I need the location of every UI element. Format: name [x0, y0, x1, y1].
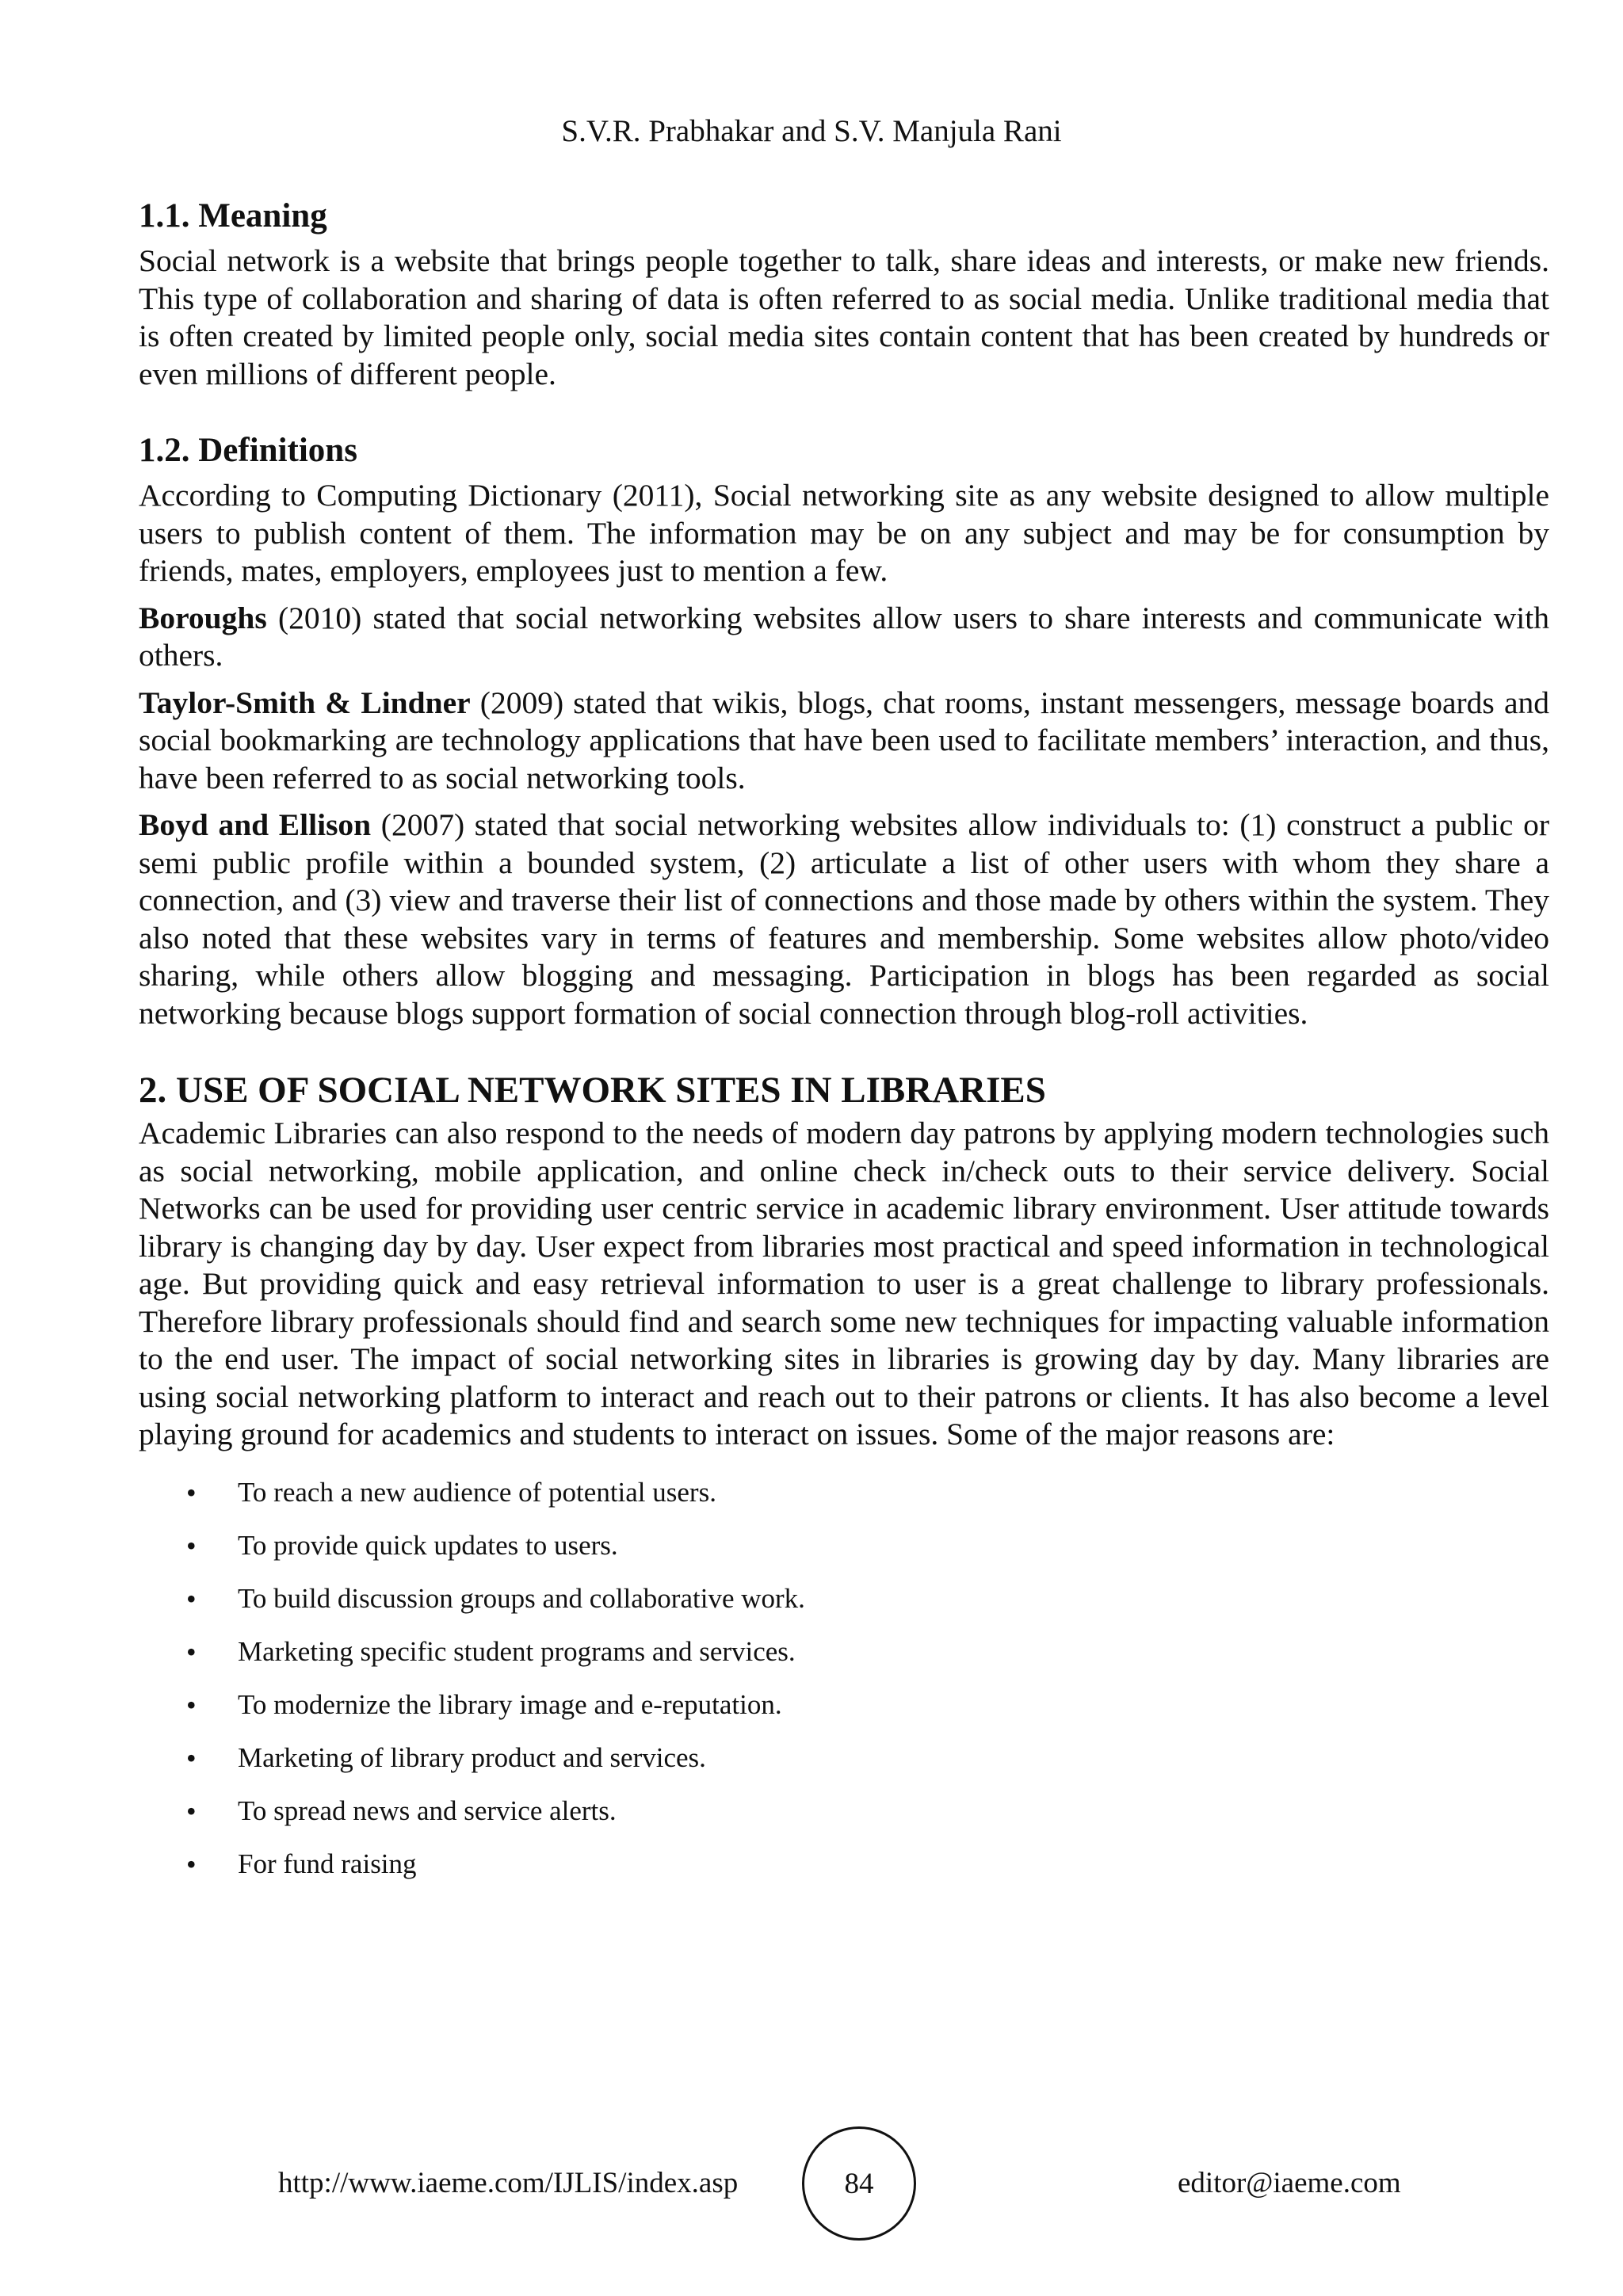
definitions-paragraph-2 [139, 600, 1549, 675]
definitions-paragraph-3-text: (2009) stated that wikis, blogs, chat rooms, instant messengers, message boards and social bookmarking are technology applications that have been used to facilitate members’ interaction, and thus, have been referred to as social networking tools. [139, 685, 1549, 795]
reasons-bullet-list [139, 1476, 1549, 1881]
list-item [139, 1582, 1549, 1615]
list-item [139, 1688, 1549, 1722]
bullet-icon: • [186, 1635, 197, 1668]
list-item-text: For fund raising [238, 1848, 417, 1879]
running-header-authors: S.V.R. Prabhakar and S.V. Manjula Rani [561, 114, 1062, 148]
bullet-icon: • [186, 1529, 197, 1562]
list-item [139, 1476, 1549, 1509]
list-item-text: To spread news and service alerts. [238, 1794, 617, 1826]
definitions-paragraph-3 [139, 685, 1549, 798]
bullet-icon: • [186, 1688, 197, 1721]
definitions-paragraph-4-text: (2007) stated that social networking websites allow individuals to: (1) construct a public or semi public profile within a bounded system, (2) articulate a list of other users with whom they share a connection, and (3) view and traverse their list of connections and those made by others within the system. They also noted that these websites vary in terms of features and membership. Some websites allow photo/video sharing, while others allow blogging and messaging. Participation in blogs has been regarded as social networking because blogs support formation of social connection through blog-roll activities. [139, 807, 1549, 1031]
cited-author-taylor-smith-lindner: Taylor-Smith & Lindner [139, 685, 471, 720]
list-item [139, 1794, 1549, 1828]
list-item [139, 1848, 1549, 1881]
bullet-icon: • [186, 1582, 197, 1615]
page-content [139, 195, 1549, 1901]
list-item-text: To build discussion groups and collaborative work. [238, 1582, 805, 1614]
cited-author-boroughs: Boroughs [139, 600, 267, 635]
libraries-paragraph: Academic Libraries can also respond to the needs of modern day patrons by applying modern technologies such as social networking, mobile application, and online check in/check outs to their service delivery. Social Networks can be used for providing user centric service in academic library environment. User attitude towards library is changing day by day. User expect from libraries most practical and speed information in technological age. But providing quick and easy retrieval information to user is a great challenge to library professionals. Therefore library professionals should find and search some new techniques for impacting valuable information to the end user. The impact of social networking sites in libraries is growing day by day. Many libraries are using social networking platform to interact and reach out to their patrons or clients. It has also become a level playing ground for academics and students to interact on issues. Some of the major reasons are: [139, 1116, 1549, 1451]
meaning-paragraph: Social network is a website that brings people together to talk, share ideas and interests, or make new friends. This type of collaboration and sharing of data is often referred to as social media. Unlike traditional media that is often created by limited people only, social media sites contain content that has been created by hundreds or even millions of different people. [139, 243, 1549, 391]
list-item-text: To modernize the library image and e-reputation. [238, 1688, 782, 1720]
list-item-text: Marketing of library product and services. [238, 1741, 706, 1773]
section-heading-libraries: 2. USE OF SOCIAL NETWORK SITES IN LIBRARIES [139, 1070, 1046, 1111]
list-item [139, 1635, 1549, 1669]
bullet-icon: • [186, 1476, 197, 1508]
list-item-text: To provide quick updates to users. [238, 1529, 618, 1561]
page-number-circle [802, 2126, 916, 2241]
definitions-paragraph-2-text: (2010) stated that social networking websites allow users to share interests and communicate with others. [139, 600, 1549, 673]
bullet-icon: • [186, 1848, 197, 1880]
list-item-text: Marketing specific student programs and services. [238, 1635, 796, 1667]
definitions-paragraph-4 [139, 807, 1549, 1032]
section-heading-definitions: 1.2. Definitions [139, 432, 357, 469]
list-item [139, 1529, 1549, 1562]
definitions-paragraph-1: According to Computing Dictionary (2011), Social networking site as any website designed to allow multiple users to publish content of them. The information may be on any subject and may be for consumption by friends, mates, employers, employees just to mention a few. [139, 478, 1549, 588]
section-heading-meaning: 1.1. Meaning [139, 197, 327, 235]
page-number: 84 [844, 2167, 874, 2200]
bullet-icon: • [186, 1794, 197, 1827]
list-item [139, 1741, 1549, 1775]
footer-journal-url[interactable]: http://www.iaeme.com/IJLIS/index.asp [278, 2167, 739, 2199]
list-item-text: To reach a new audience of potential users. [238, 1476, 716, 1508]
footer-email[interactable]: editor@iaeme.com [1178, 2167, 1401, 2199]
cited-author-boyd-ellison: Boyd and Ellison [139, 807, 372, 842]
bullet-icon: • [186, 1741, 197, 1774]
